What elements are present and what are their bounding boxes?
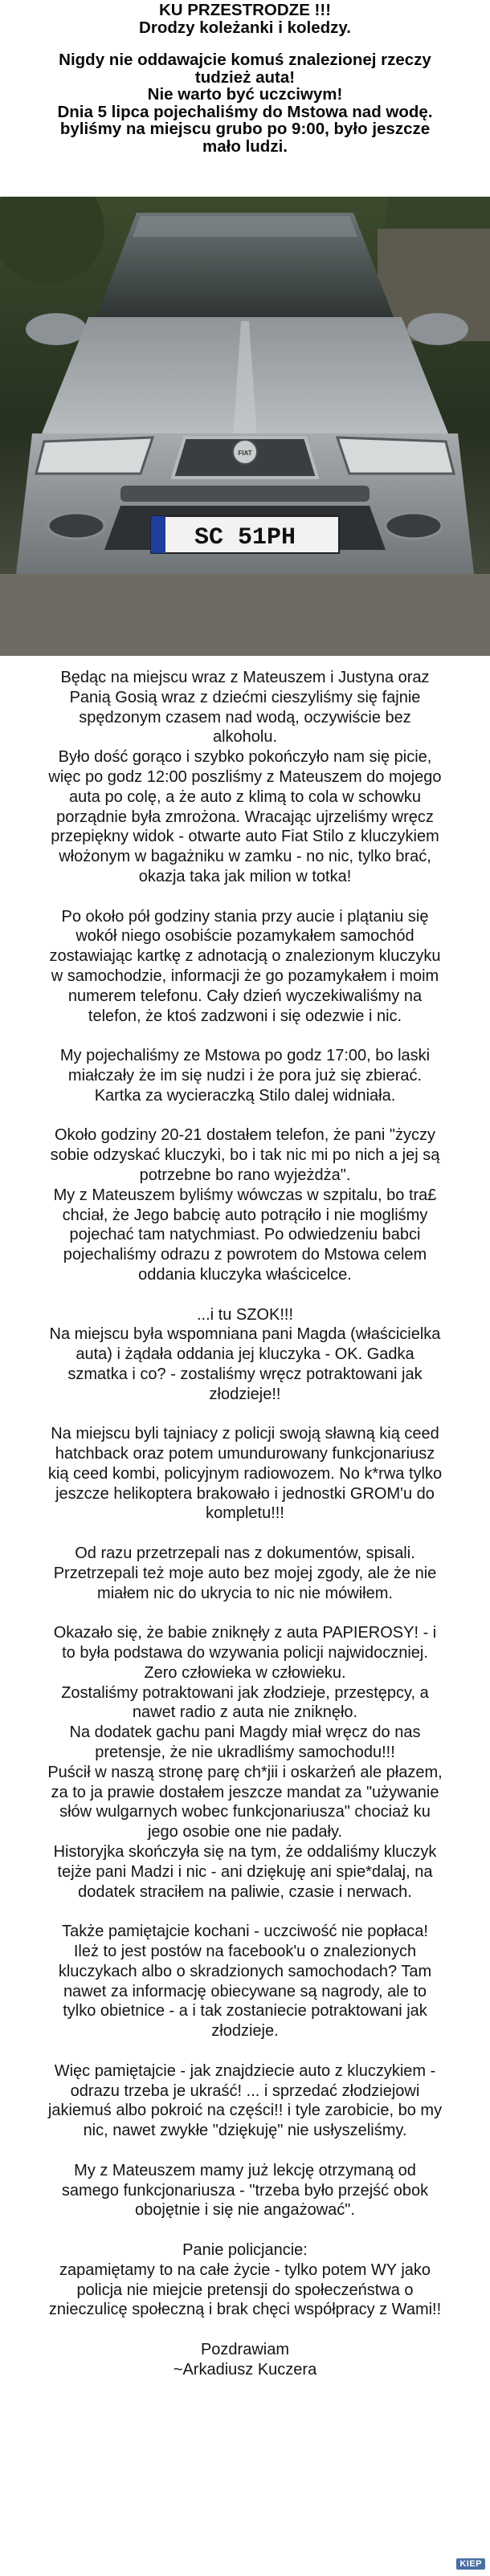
story-line: Zostaliśmy potraktowani jak złodzieje, przestępcy, a	[61, 1683, 429, 1702]
story-paragraph	[19, 1922, 471, 2041]
car-illustration	[0, 197, 490, 656]
story-line: Pozdrawiam	[200, 2340, 290, 2358]
story-line: Było dość gorąco i szybko pokończyło nam się picie,	[58, 748, 432, 767]
story-paragraph	[19, 907, 471, 1027]
story-line: okazja taka jak milion w totka!	[138, 867, 352, 885]
story-line: w samochodzie, informacji że go pozamykałem i moim	[51, 967, 439, 985]
paragraph-gap	[19, 1106, 471, 1126]
header-line: mało ludzi.	[202, 136, 288, 156]
story-line: kompletu!!!	[206, 1504, 284, 1523]
license-plate-text: SC 51PH	[194, 524, 296, 551]
story-line: słów wulgarnych wobec funkcjonariusza" chociaż ku	[59, 1803, 431, 1821]
story-line: numerem telefonu. Cały dzień wyczekiwaliśmy na	[67, 987, 423, 1005]
story-line: chciał, że Jego babcię auto potrąciło i nie mogliśmy	[62, 1206, 428, 1224]
story-line: Zero człowieka w człowieku.	[144, 1663, 346, 1682]
story-line: jakiemuś albo pokroić na części!! i tyle zarobicie, bo my	[47, 2102, 443, 2120]
story-line: Panią Gosią wraz z dziećmi cieszyliśmy się fajnie	[69, 688, 421, 706]
story-line: obojętnie i się nie angażować".	[135, 2201, 355, 2220]
story-line: więc po godz 12:00 poszliśmy z Mateuszem do mojego	[48, 767, 442, 786]
story-line: auta po colę, a że auto z klimą to cola w schowku	[68, 787, 421, 806]
story-line: Kartka za wycieraczką Stilo dalej widniała.	[94, 1086, 396, 1105]
story-line: My pojechaliśmy ze Mstowa po godz 17:00, bo laski	[59, 1047, 431, 1065]
story-line: ~Arkadiusz Kuczera	[173, 2360, 317, 2379]
story-line: My z Mateuszem byliśmy wówczas w szpitalu, bo tra£	[53, 1186, 437, 1204]
warning-header	[10, 2, 480, 155]
story-paragraph	[19, 1544, 471, 1603]
story-line: kluczykach albo o skradzionych samochodach? Tam	[58, 1962, 432, 1980]
story-line: włożonym w bagażniku w zamku - no nic, tylko brać,	[59, 848, 431, 866]
story-line: to była podstawa do wzywania policji najwidoczniej.	[62, 1644, 428, 1662]
story-line: ...i tu SZOK!!!	[196, 1305, 294, 1324]
story-line: zostawiając kartkę z adnotacją o znalezionym kluczyku	[49, 947, 441, 966]
story-line: alkoholu.	[212, 728, 278, 747]
story-line: tylko obietnice - a i tak zostaniecie potraktowani jak	[63, 2002, 427, 2021]
story-line: sobie odzyskać kluczyki, bo i tak nic mi po nich a jej są	[50, 1146, 440, 1165]
story-line: Ileż to jest postów na facebook'u o znalezionych	[73, 1943, 417, 1960]
story-line: nawet za informację obiecywane są nagrody, ale to	[63, 1982, 427, 2000]
story-line: Na miejscu była wspomniana pani Magda (właścicielka	[49, 1325, 441, 1344]
right-mirror	[407, 313, 468, 345]
story-line: przepiękny widok - otwarte auto Fiat Stilo z kluczykiem	[51, 828, 439, 846]
story-line: za to ja prawie dostałem jeszcze mandat za "używanie	[51, 1783, 439, 1801]
story-line: Historyjka skończyła się na tym, że oddaliśmy kluczyk	[53, 1843, 437, 1862]
story-line: Panie policjancie:	[182, 2240, 308, 2259]
story-line: miałem nic do ukrycia to nic nie mówiłem.	[97, 1584, 393, 1602]
story-line: oddania kluczyka właścicelce.	[138, 1265, 352, 1284]
header-line: Dnia 5 lipca pojechaliśmy do Mstowa nad wodę.	[57, 102, 433, 121]
header-line: Drodzy koleżanki i koledzy.	[139, 18, 351, 37]
story-line: złodzieje!!	[209, 1385, 281, 1403]
header-line: KU PRZESTRODZE !!!	[158, 1, 332, 19]
story-paragraph	[19, 668, 471, 887]
story-paragraph	[19, 1424, 471, 1524]
fiat-badge-text: FIAT	[238, 450, 252, 457]
story-line: szmatka i co? - zostaliśmy wręcz potraktowani jak	[67, 1365, 423, 1383]
story-paragraph	[19, 2061, 471, 2141]
story-paragraph	[19, 2161, 471, 2220]
story-line: porządnie była zmrożona. Wracając ujrzeliśmy wręcz	[56, 808, 434, 826]
story-line: Na miejscu byli tajniacy z policji swoją sławną kią ceed	[51, 1425, 439, 1443]
story-line: spędzonym czasem nad wodą, oczywiście bez	[79, 708, 411, 726]
story-line: pretensje, że nie ukradliśmy samochodu!!!	[95, 1744, 395, 1762]
story-line: miałczały że im się nudzi i że pora już się zbierać.	[67, 1066, 423, 1085]
story-line: Więc pamiętajcie - jak znajdziecie auto z kluczykiem -	[54, 2061, 436, 2080]
story-line: Przetrzepali też moje auto bez mojej zgody, ale że nie	[53, 1564, 437, 1582]
paragraph-gap	[19, 887, 471, 907]
story-line: nic, nawet zwykłe "dziękuję" nie usłyszeliśmy.	[83, 2122, 407, 2140]
story-line: odrazu trzeba je ukraść! ... i sprzedać złodziejowi	[70, 2082, 420, 2100]
story-line: policja nie miejcie pretensji do społeczeństwa o	[76, 2281, 414, 2299]
story-line: Okazało się, że babie zniknęły z auta PAPIEROSY! - i	[53, 1624, 437, 1642]
paragraph-gap	[19, 1285, 471, 1305]
story-line: Puścił w naszą stronę parę ch*jii i oskarżeń ale płazem,	[47, 1763, 443, 1781]
story-line: Także pamiętajcie kochani - uczciwość nie popłaca!	[62, 1923, 428, 1941]
story-line: wokół niego osobiście pozamykałem samochód	[76, 927, 414, 946]
paragraph-gap	[19, 1404, 471, 1424]
story-line: kią ceed kombi, policyjnym radiowozem. No k*rwa tylko	[47, 1464, 443, 1483]
paragraph-gap	[19, 2220, 471, 2240]
story-line: złodzieje.	[211, 2022, 279, 2041]
paragraph-gap	[19, 1603, 471, 1623]
story-line: znieczulicę społeczną i brak chęci współpracy z Wami!!	[48, 2301, 442, 2319]
story-paragraph	[19, 1623, 471, 1902]
story-paragraph	[19, 2340, 471, 2380]
car-photo	[0, 197, 490, 656]
story-line: nawet radio z auta nie zniknęło.	[132, 1703, 358, 1722]
paragraph-gap	[19, 1902, 471, 1922]
left-foglight	[48, 513, 104, 539]
story-line: Od razu przetrzepali nas z dokumentów, spisali.	[75, 1544, 415, 1563]
header-line: Nigdy nie oddawajcie komuś znalezionej rzeczy	[59, 51, 431, 69]
story-body	[19, 668, 471, 2380]
story-paragraph	[19, 1125, 471, 1284]
story-line: tejże pani Madzi i nic - ani dziękuję ani spie*dalaj, na	[57, 1862, 433, 1881]
paragraph-gap	[19, 2141, 471, 2161]
story-paragraph	[19, 1305, 471, 1405]
story-line: Po około pół godziny stania przy aucie i plątaniu się	[61, 907, 429, 926]
header-line: byliśmy na miejscu grubo po 9:00, było jeszcze	[59, 120, 431, 138]
story-line: telefon, że ktoś zadzwoni i się odezwie i nic.	[88, 1007, 402, 1025]
left-mirror	[26, 313, 87, 345]
story-paragraph	[19, 1046, 471, 1105]
story-line: Około godziny 20-21 dostałem telefon, że pani "życzy	[54, 1126, 436, 1145]
story-line: samego funkcjonariusza - "trzeba było przejść obok	[61, 2181, 429, 2200]
story-line: pojechać tam natychmiast. Po odwiedzeniu babci	[69, 1226, 421, 1244]
left-headlight	[36, 437, 153, 474]
story-paragraph	[19, 2240, 471, 2320]
right-foglight	[386, 513, 442, 539]
paragraph-gap	[19, 2320, 471, 2340]
paragraph-gap	[19, 1026, 471, 1046]
story-line: Na dodatek gachu pani Magdy miał wręcz do nas	[69, 1723, 421, 1742]
story-line: jego osobie one nie padały.	[147, 1823, 343, 1841]
right-headlight	[337, 437, 454, 474]
header-line: Nie warto być uczciwym!	[147, 85, 343, 104]
story-line: dodatek straciłem na paliwie, czasie i nerwach.	[78, 1882, 412, 1901]
header-spacer	[10, 36, 480, 51]
story-line: My z Mateuszem mamy już lekcję otrzymaną od	[74, 2161, 416, 2179]
story-line: hatchback oraz potem umundurowany funkcjonariusz	[55, 1445, 435, 1463]
story-line: auta) i żądała oddania jej kluczyka - OK. Gadka	[76, 1345, 414, 1364]
story-line: jeszcze helikoptera brakowało i jednostki GROM'u do	[55, 1484, 435, 1503]
story-line: zapamiętamy to na całe życie - tylko potem WY jako	[59, 2261, 431, 2279]
story-line: potrzebne bo rano wyjeżdża".	[139, 1166, 351, 1184]
site-watermark: KIEP	[456, 2558, 485, 2570]
paragraph-gap	[19, 2041, 471, 2061]
header-line: tudzież auta!	[194, 67, 296, 87]
story-line: Będąc na miejscu wraz z Mateuszem i Justyna oraz	[60, 669, 430, 686]
story-line: pojechaliśmy odrazu z powrotem do Mstowa celem	[63, 1246, 427, 1264]
paragraph-gap	[19, 1524, 471, 1544]
